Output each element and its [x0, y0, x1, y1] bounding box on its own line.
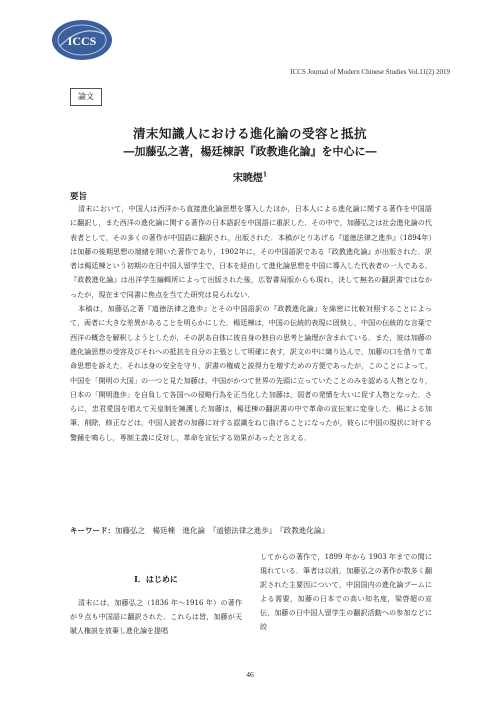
logo-text: ICCS [67, 34, 97, 48]
article-type-tag: 論文 [70, 88, 102, 106]
body-paragraph: 清末には，加藤弘之（1836 年〜1916 年）の著作が９点も中国語に翻訳された．これらは皆，加藤が天賦人権説を放棄し進化論を提唱 [70, 599, 242, 635]
abstract-heading: 要旨 [70, 192, 88, 202]
author-name: 宋暁煜 [232, 173, 263, 184]
abstract-body [70, 202, 432, 445]
keywords-list: 加藤弘之 楊廷棟 進化論 『道徳法律之進歩』 『政教進化論』 [115, 526, 329, 535]
journal-logo [50, 18, 114, 62]
body-column-left [70, 572, 242, 638]
abstract-paragraph: 清末において，中国人は西洋から直接進化論思想を導入したほか，日本人による進化論に関する著作を中国語に翻訳し，また西洋の進化論に関する著作の日本語訳を中国語に重訳した．その中で，加藤弘之は社会進化論の代表者として，その多くの著作が中国語に翻訳され，出版された．本稿がとりあげる『道徳法律之進歩』（1894年）は加藤の後期思想の端緒を開いた著作であり，1902年に，その中国語訳である『政教進化論』が出版された．訳者は楊廷棟という初期の在日中国人留学生で，日本を経由して進化論思想を中国に導入した代表者の一人である．『政教進化論』は出洋学生編輯所によって出版された後，広智書局版からも現れ，決して無名の翻訳書ではなかったが，現在まで同書に焦点を当てた研究は見られない． [70, 204, 432, 299]
article-subtitle: ―加藤弘之著，楊廷棟訳『政教進化論』を中心に― [123, 145, 377, 158]
page-number: 46 [246, 670, 254, 679]
body-column-right [260, 550, 432, 634]
keywords-line [70, 525, 432, 536]
author-footnote-mark[interactable]: 1 [262, 171, 268, 179]
keywords-label: キーワード： [70, 526, 115, 535]
article-title: 清末知識人における進化論の受容と抵抗 [132, 126, 367, 141]
section-heading: I．はじめに [134, 574, 178, 584]
journal-citation: ICCS Journal of Modern Chinese Studies Vol.11(2) 2019 [290, 68, 450, 76]
abstract-paragraph: 本稿は，加藤弘之著『道徳法律之進歩』とその中国語訳の『政教進化論』を綿密に比較対照することによって，両者に大きな差異があることを明らかにした．楊廷棟は，中国の伝統的表現に固執し，中国の伝統的な言葉で西洋の概念を解釈しようとしたが，その訳あ自体に彼自身の独自の思考と論理が含まれている．また，彼は加藤の進化論思想の受容及びそれへの抵抗を自分の主張として明確に表す，訳文の中に織り込んで，加藤の口を借りて革命思想を訴えた．それは身の安全を守り，訳書の権威と説得力を増すための方便であったが，このことによって，中国を「開明の大国」の一つと見た加藤は，中国がかつて世界の先頭に立っていたことのみを認める人物となり，日本の「開明進歩」を自負して各国への侵略行為を正当化した加藤は，弱者の発憤を大いに促す人物となった．さらに，忠君愛国を唱えて天皇制を擁護した加藤は，楊廷棟の翻訳書の中で革命の宣伝家に変身した．楊による加筆，削除，修正などは，中国人読者の加藤に対する認識をねじ曲げることになったが，彼らに中国の現状に対する警鐘を鳴らし，専制主義に反対し，革命を宣伝する効果があったと言える． [70, 304, 432, 442]
body-paragraph: してからの著作で，1899 年から 1903 年までの間に現れている．筆者は以前，加藤弘之の著作が数多く翻訳された主要因について，中国国内の進化論ブームによる需要，加藤の日本での高い知名度，梁啓超の宣伝，加藤の日中国人留学生の翻訳活動への参加などに絞 [260, 553, 432, 631]
author-line [0, 169, 500, 184]
